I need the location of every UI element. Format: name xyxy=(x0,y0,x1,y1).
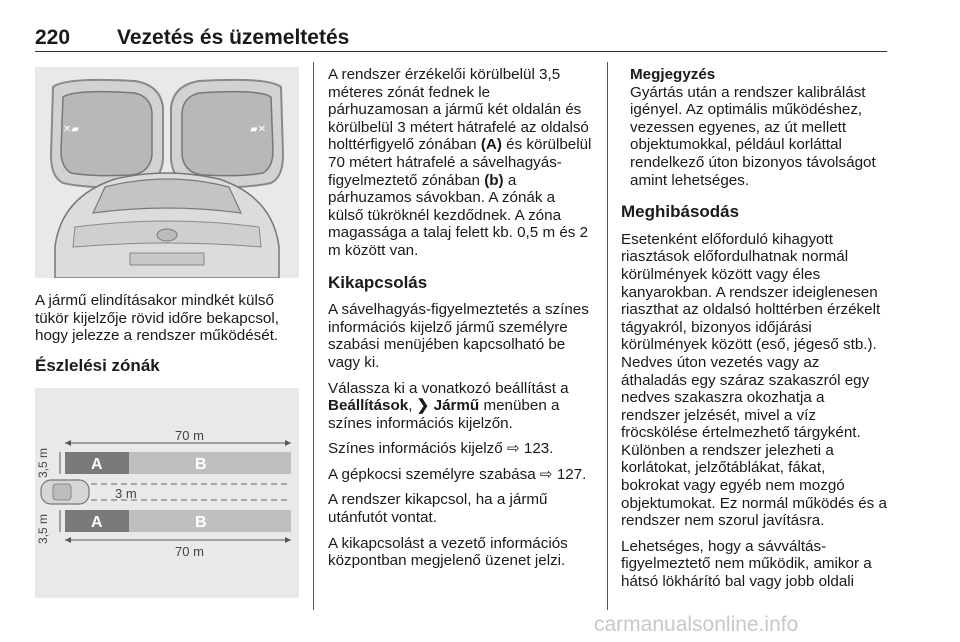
settings-menu-link: Beállítások xyxy=(328,397,409,415)
column-1-text xyxy=(35,292,301,384)
note-box xyxy=(621,66,887,189)
reference-color-display: Színes információs kijelző ⇨ 123. xyxy=(328,440,554,458)
disable-paragraph-2: Válassza ki a vonatkozó beállítást a Beállítások, ❯ Jármű menüben a színes információs kijelzőn. xyxy=(328,379,569,432)
note-title: Megjegyzés xyxy=(630,66,716,83)
gap-label: 3 m xyxy=(115,486,137,501)
column-3-text xyxy=(621,66,887,599)
column-divider xyxy=(607,62,608,610)
watermark: carmanualsonline.info xyxy=(594,613,799,636)
zones-description: A rendszer érzékelői körülbelül 3,5 méteres zónát fednek le párhuzamosan a jármű két oldalán és körülbelül 3 métert hátrafelé az oldalsó holttérfigyelő zónában (A) és körülbelül 70 métert hátrafelé a sávelhagyás-figyelmeztető zónában (b) a párhuzamos sávokban. A zónák a külső tükröknél kezdődnek. A zóna magassága a talaj felett kb. 0,5 m és 2 m között van. xyxy=(328,66,592,259)
page-title: Vezetés és üzemeltetés xyxy=(117,26,350,49)
header-rule xyxy=(35,51,887,52)
malfunction-paragraph-1: Esetenként előforduló kihagyott riasztások előfordulhatnak normál körülmények között vagy éles kanyarokban. A rendszer ideiglenesen riaszthat az oldalsó holttérben érzékelt tágyakról, bizonyos időjárási körülmények között (eső, jégeső stb.). Nedves úton vezetés vagy az áthaladás egy száraz szakaszról egy nedves szakaszra okozhatja a rendszer jelzését, mivel a víz fröcskölése értelmezhető tárgyként. Különben a rendszer jelezheti a korlátokat, jelzőtáblákat, fákat, bokrokat vagy egyéb nem mozgó objektumokat. Ez normál működés és a rendszer nem szorul javításra. xyxy=(621,230,887,530)
column-2-text xyxy=(328,66,594,578)
top-width-label: 3,5 m xyxy=(36,447,50,478)
vehicle-menu-link: Jármű xyxy=(433,397,480,415)
left-mirror xyxy=(51,80,163,188)
note-text: Gyártás után a rendszer kalibrálást igényel. Az optimális működéshez, vezessen egyenes, az út mellett objektumokkal, például korláttal rendelkező úton bizonyos távolságot amint lehetséges. xyxy=(630,83,876,189)
mirror-car-illustration xyxy=(35,67,299,278)
dic-message-paragraph: A kikapcsolást a vezető információs központban megjelenő üzenet jelzi. xyxy=(328,534,568,570)
section-heading-disable: Kikapcsolás xyxy=(328,272,428,292)
top-zone-a-label: A xyxy=(91,456,103,473)
bottom-zone-a-label: A xyxy=(91,514,103,531)
top-zone-b-label: B xyxy=(195,456,207,473)
bottom-width-label: 3,5 m xyxy=(36,513,50,544)
mirror-car-figure xyxy=(35,67,299,278)
car-top-view xyxy=(41,480,89,504)
bottom-distance-label: 70 m xyxy=(175,544,204,559)
disable-paragraph-1: A sávelhagyás-figyelmeztetés a színes információs kijelző jármű személyre szabási menüjében kapcsolható be vagy ki. xyxy=(328,301,589,371)
zones-diagram xyxy=(35,388,299,598)
bottom-zone-b-label: B xyxy=(195,514,207,531)
page-header xyxy=(35,26,885,52)
section-heading-malfunction: Meghibásodás xyxy=(621,202,740,222)
right-mirror xyxy=(171,80,283,188)
figure-caption: A jármű elindításakor mindkét külső tükör kijelzője rövid időre bekapcsol, hogy jelezze a rendszer működését. xyxy=(35,292,279,345)
menu-arrow-icon: ❯ xyxy=(416,397,430,415)
top-zone-b xyxy=(129,452,291,474)
svg-text:▰✕: ▰✕ xyxy=(250,124,267,135)
top-distance-label: 70 m xyxy=(175,428,204,443)
page-number: 220 xyxy=(35,26,71,49)
column-divider xyxy=(313,62,314,610)
detection-zones-figure xyxy=(35,388,299,598)
svg-text:✕▰: ✕▰ xyxy=(63,124,80,135)
trailer-paragraph: A rendszer kikapcsol, ha a jármű utánfutót vontat. xyxy=(328,491,548,527)
malfunction-paragraph-2: Lehetséges, hogy a sávváltás-figyelmeztető nem működik, amikor a hátsó lökhárító bal vagy jobb oldali xyxy=(621,537,872,591)
section-heading-detection-zones: Észlelési zónák xyxy=(35,355,160,375)
bottom-zone-b xyxy=(129,510,291,532)
reference-personalization: A gépkocsi személyre szabása ⇨ 127. xyxy=(328,465,587,483)
